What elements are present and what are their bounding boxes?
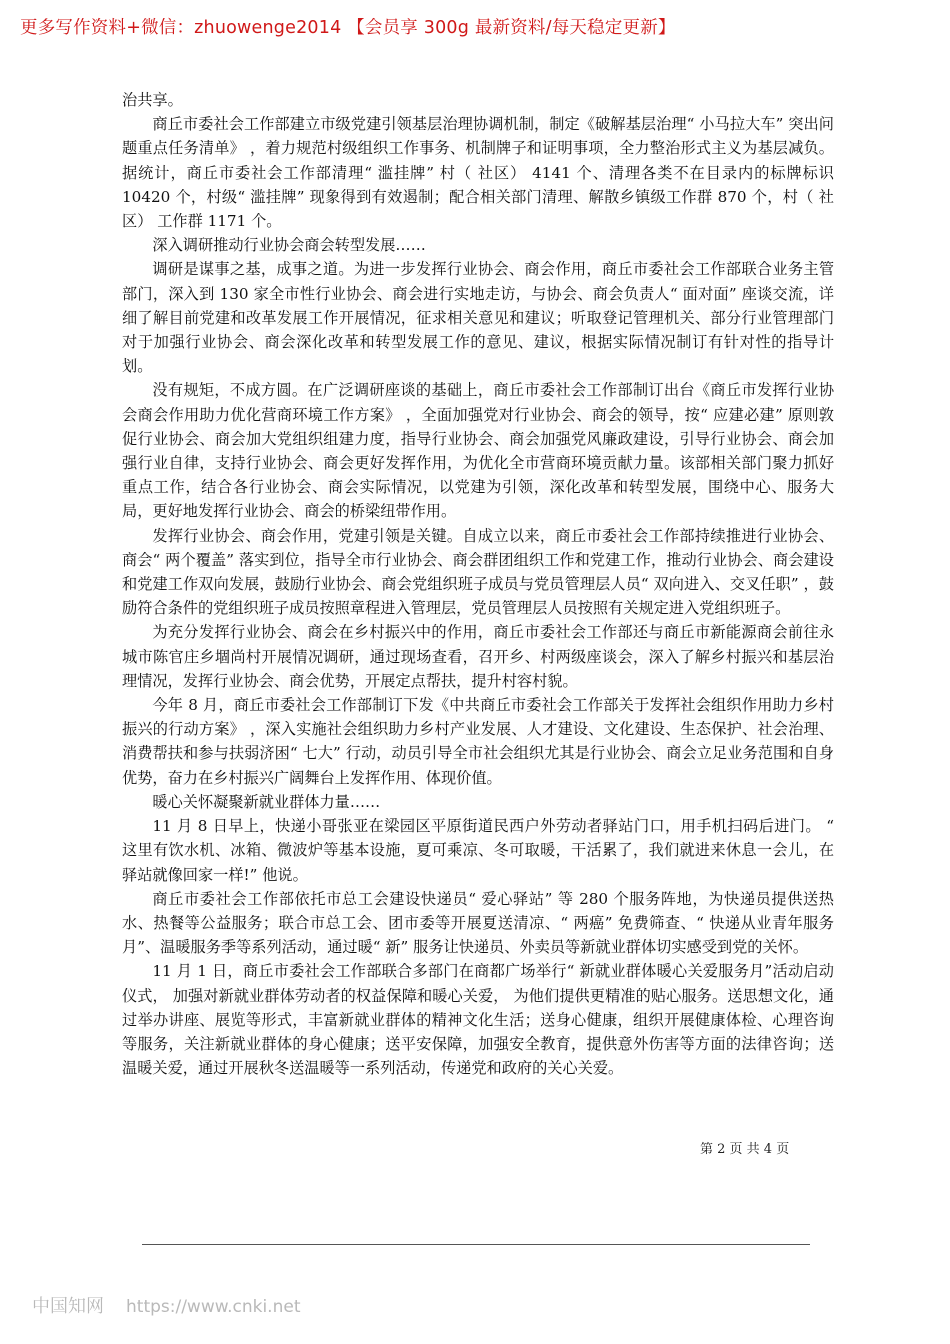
article-body: [122, 88, 834, 1080]
paragraph: 商丘市委社会工作部依托市总工会建设快递员“ 爱心驿站” 等 280 个服务阵地，为快递员提供送热水、热餐等公益服务；联合市总工会、团市委等开展夏送清凉、“ 两癌” 免费筛查、“ 快递从业青年服务月”、温暖服务季等系列活动，通过暖“ 新” 服务让快递员、外卖员等新就业群体切实感受到党的关怀。: [122, 889, 834, 957]
paragraph: 治共享。: [122, 91, 183, 109]
paragraph: 商丘市委社会工作部建立市级党建引领基层治理协调机制，制定《破解基层治理“ 小马拉大车” 突出问题重点任务清单》 ，着力规范村级组织工作事务、机制牌子和证明事项，全力整治形式主义为基层减负。据统计，商丘市委社会工作部清理“ 滥挂牌” 村（ 社区） 4141 个、清理各类不在目录内的标牌标识 10420 个，村级“ 滥挂牌” 现象得到有效遏制；配合相关部门清理、解散乡镇级工作群 870 个，村（ 社区） 工作群 1171 个。: [122, 115, 834, 231]
paragraph: 11 月 1 日，商丘市委社会工作部联合多部门在商都广场举行“ 新就业群体暖心关爱服务月”活动启动仪式， 加强对新就业群体劳动者的权益保障和暖心关爱， 为他们提供更精准的贴心服务。送思想文化，通过举办讲座、展览等形式，丰富新就业群体的精神文化生活；送身心健康，组织开展健康体检、心理咨询等服务，关注新就业群体的身心健康；送平安保障，加强安全教育，提供意外伤害等方面的法律咨询；送温暖关爱，通过开展秋冬送温暖等一系列活动，传递党和政府的关心关爱。: [122, 962, 834, 1078]
paragraph: 暖心关怀凝聚新就业群体力量……: [152, 792, 381, 811]
watermark-url: https://www.cnki.net: [126, 1297, 301, 1317]
paragraph: 为充分发挥行业协会、商会在乡村振兴中的作用，商丘市委社会工作部还与商丘市新能源商会前往永城市陈官庄乡堌尚村开展情况调研，通过现场查看，召开乡、村两级座谈会，深入了解乡村振兴和基层治理情况，发挥行业协会、商会优势，开展定点帮扶，提升村容村貌。: [122, 623, 834, 690]
promo-banner: 更多写作资料+微信：zhuowenge2014 【会员享 300g 最新资料/每天稳定更新】: [20, 18, 676, 38]
paragraph: 11 月 8 日早上，快递小哥张亚在梁园区平原街道民西户外劳动者驿站门口，用手机扫码后进门。 “ 这里有饮水机、冰箱、微波炉等基本设施，夏可乘凉、冬可取暖，干活累了，我们就进来休息一会儿，在驿站就像回家一样!” 他说。: [122, 817, 834, 884]
paragraph: 今年 8 月，商丘市委社会工作部制订下发《中共商丘市委社会工作部关于发挥社会组织作用助力乡村振兴的行动方案》 ，深入实施社会组织助力乡村产业发展、人才建设、文化建设、生态保护、社会治理、消费帮扶和参与扶弱济困“ 七大” 行动，动员引导全市社会组织尤其是行业协会、商会立足业务范围和自身优势，奋力在乡村振兴广阔舞台上发挥作用、体现价值。: [122, 696, 834, 787]
paragraph: 没有规矩，不成方圆。在广泛调研座谈的基础上，商丘市委社会工作部制订出台《商丘市发挥行业协会商会作用助力优化营商环境工作方案》 ，全面加强党对行业协会、商会的领导，按“ 应建必建” 原则敦促行业协会、商会加大党组织组建力度，指导行业协会、商会加强党风廉政建设，引导行业协会、商会加强行业自律，支持行业协会、商会更好发挥作用，为优化全市营商环境贡献力量。该部相关部门聚力抓好重点工作，结合各行业协会、商会实际情况，以党建为引领，深化改革和转型发展，围绕中心、服务大局，更好地发挥行业协会、商会的桥梁纽带作用。: [122, 381, 834, 521]
paragraph: 深入调研推动行业协会商会转型发展……: [152, 236, 426, 255]
paragraph: 发挥行业协会、商会作用，党建引领是关键。自成立以来，商丘市委社会工作部持续推进行业协会、商会“ 两个覆盖” 落实到位，指导全市行业协会、商会群团组织工作和党建工作，推动行业协会、商会建设和党建工作双向发展，鼓励行业协会、商会党组织班子成员与党员管理层人员“ 双向进入、交叉任职” ，鼓励符合条件的党组织班子成员按照章程进入管理层，党员管理层人员按照有关规定进入党组织班子。: [122, 526, 834, 618]
cnki-watermark: [32, 1292, 300, 1318]
page-number: 第 2 页 共 4 页: [700, 1142, 790, 1157]
watermark-brand: 中国知网: [32, 1296, 104, 1317]
paragraph: 调研是谋事之基，成事之道。为进一步发挥行业协会、商会作用，商丘市委社会工作部联合业务主管部门，深入到 130 家全市性行业协会、商会进行实地走访，与协会、商会负责人“ 面对面” 座谈交流，详细了解目前党建和改革发展工作开展情况，征求相关意见和建议；听取登记管理机关、部分行业管理部门对于加强行业协会、商会深化改革和转型发展工作的意见、建议，根据实际情况制订有针对性的指导计划。: [122, 260, 834, 376]
footer-divider: [142, 1244, 810, 1245]
